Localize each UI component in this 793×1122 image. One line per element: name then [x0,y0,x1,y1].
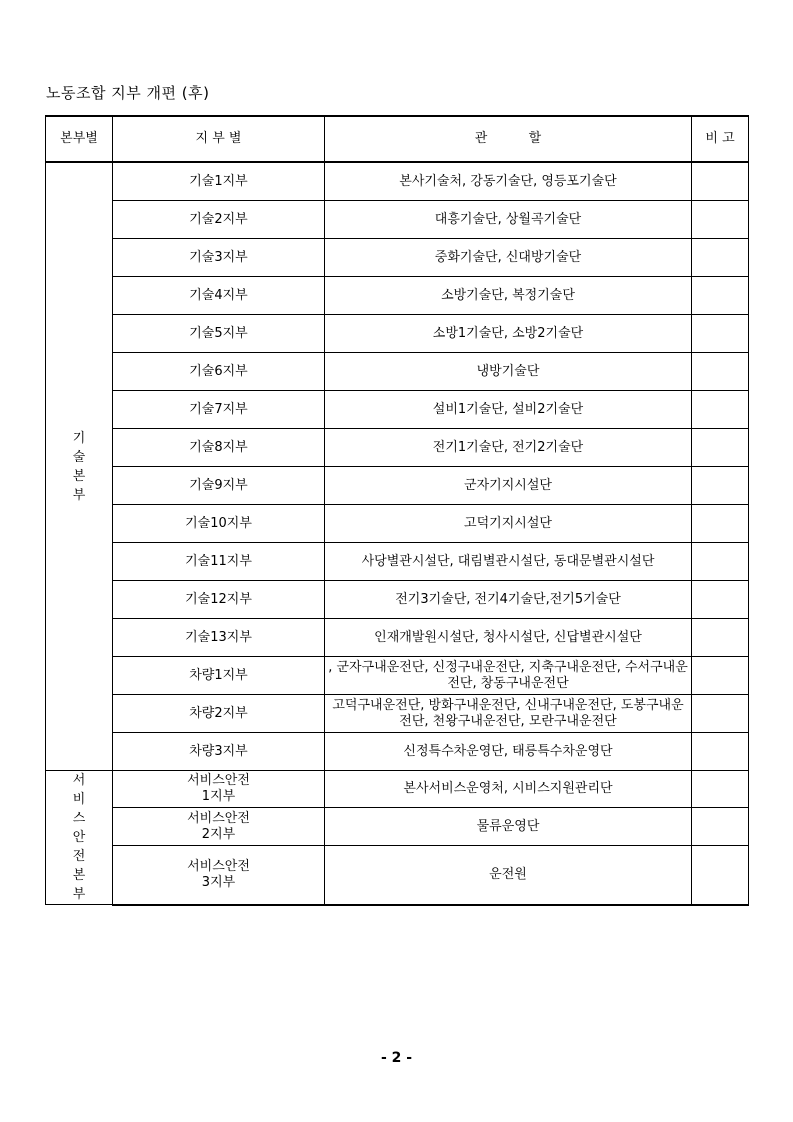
document-title: 노동조합 지부 개편 (후) [46,84,210,102]
remarks-cell [692,581,749,619]
table-row [46,581,749,619]
branch-reorganization-table [45,115,749,906]
jurisdiction-cell: 중화기술단, 신대방기술단 [325,239,692,277]
table-row [46,315,749,353]
table-row [46,239,749,277]
branch-cell: 기술1지부 [113,162,325,201]
branch-line2: 2지부 [201,826,236,842]
table-row [46,353,749,391]
remarks-cell [692,808,749,845]
remarks-cell [692,162,749,201]
jurisdiction-cell: 소방기술단, 복정기술단 [325,277,692,315]
jurisdiction-cell: , 군자구내운전단, 신정구내운전단, 지축구내운전단, 수서구내운전단, 창동구내운전단 [325,657,692,695]
remarks-cell [692,239,749,277]
table-row [46,733,749,771]
remarks-cell [692,467,749,505]
branch-cell: 기술7지부 [113,391,325,429]
remarks-cell [692,429,749,467]
branch-line1: 서비스안전 [187,773,250,789]
branch-cell: 기술4지부 [113,277,325,315]
jurisdiction-cell: 신정특수차운영단, 태릉특수차운영단 [325,733,692,771]
jurisdiction-cell: 물류운영단 [325,808,692,845]
branch-cell: 기술5지부 [113,315,325,353]
remarks-cell [692,277,749,315]
header-remarks: 비 고 [692,116,749,162]
table-row [46,201,749,239]
remarks-cell [692,619,749,657]
remarks-cell [692,695,749,733]
remarks-cell [692,733,749,771]
branch-cell: 차량1지부 [113,657,325,695]
jurisdiction-cell: 대흥기술단, 상월곡기술단 [325,201,692,239]
header-division: 본부별 [46,116,113,162]
table-row [46,505,749,543]
remarks-cell [692,771,749,808]
table-row [46,162,749,201]
branch-cell: 기술2지부 [113,201,325,239]
table-row [46,391,749,429]
division-cell-service-safety [46,771,113,905]
jurisdiction-cell: 사당별관시설단, 대림별관시설단, 동대문별관시설단 [325,543,692,581]
jurisdiction-cell: 전기1기술단, 전기2기술단 [325,429,692,467]
remarks-cell [692,845,749,904]
jurisdiction-cell: 소방1기술단, 소방2기술단 [325,315,692,353]
branch-cell: 기술8지부 [113,429,325,467]
division-cell-technical [46,162,113,771]
jurisdiction-cell: 고덕구내운전단, 방화구내운전단, 신내구내운전단, 도봉구내운전단, 천왕구내운전단, 모란구내운전단 [325,695,692,733]
table-row [46,277,749,315]
table-row [46,619,749,657]
branch-cell [113,771,325,808]
branch-cell: 기술3지부 [113,239,325,277]
branch-cell: 기술9지부 [113,467,325,505]
table-row [46,771,749,808]
table-row [46,429,749,467]
branch-cell: 차량2지부 [113,695,325,733]
table-row [46,657,749,695]
branch-line1: 서비스안전 [187,858,250,874]
branch-cell: 기술12지부 [113,581,325,619]
branch-cell [113,808,325,845]
table-row [46,845,749,904]
jurisdiction-cell: 운전원 [325,845,692,904]
branch-cell: 기술10지부 [113,505,325,543]
jurisdiction-cell: 전기3기술단, 전기4기술단,전기5기술단 [325,581,692,619]
jurisdiction-cell: 설비1기술단, 설비2기술단 [325,391,692,429]
remarks-cell [692,391,749,429]
table-row [46,695,749,733]
jurisdiction-cell: 고덕기지시설단 [325,505,692,543]
header-branch: 지 부 별 [113,116,325,162]
jurisdiction-cell: 군자기지시설단 [325,467,692,505]
remarks-cell [692,657,749,695]
remarks-cell [692,543,749,581]
branch-cell [113,845,325,904]
jurisdiction-cell: 본사기술처, 강동기술단, 영등포기술단 [325,162,692,201]
remarks-cell [692,505,749,543]
branch-line2: 3지부 [201,874,236,890]
jurisdiction-cell: 인재개발원시설단, 청사시설단, 신답별관시설단 [325,619,692,657]
remarks-cell [692,315,749,353]
branch-line1: 서비스안전 [187,810,250,826]
jurisdiction-cell: 본사서비스운영처, 시비스지원관리단 [325,771,692,808]
header-jurisdiction: 관 할 [325,116,692,162]
remarks-cell [692,201,749,239]
branch-cell: 차량3지부 [113,733,325,771]
table-row [46,467,749,505]
table-row [46,808,749,845]
division-name: 기술본부 [72,430,86,503]
branch-line2: 1지부 [201,789,236,805]
table-header-row [46,116,749,162]
remarks-cell [692,353,749,391]
branch-cell: 기술11지부 [113,543,325,581]
table-row [46,543,749,581]
branch-cell: 기술13지부 [113,619,325,657]
jurisdiction-cell: 냉방기술단 [325,353,692,391]
division-name: 서비스안전본부 [72,773,86,902]
branch-cell: 기술6지부 [113,353,325,391]
page-number: - 2 - [380,1050,413,1066]
